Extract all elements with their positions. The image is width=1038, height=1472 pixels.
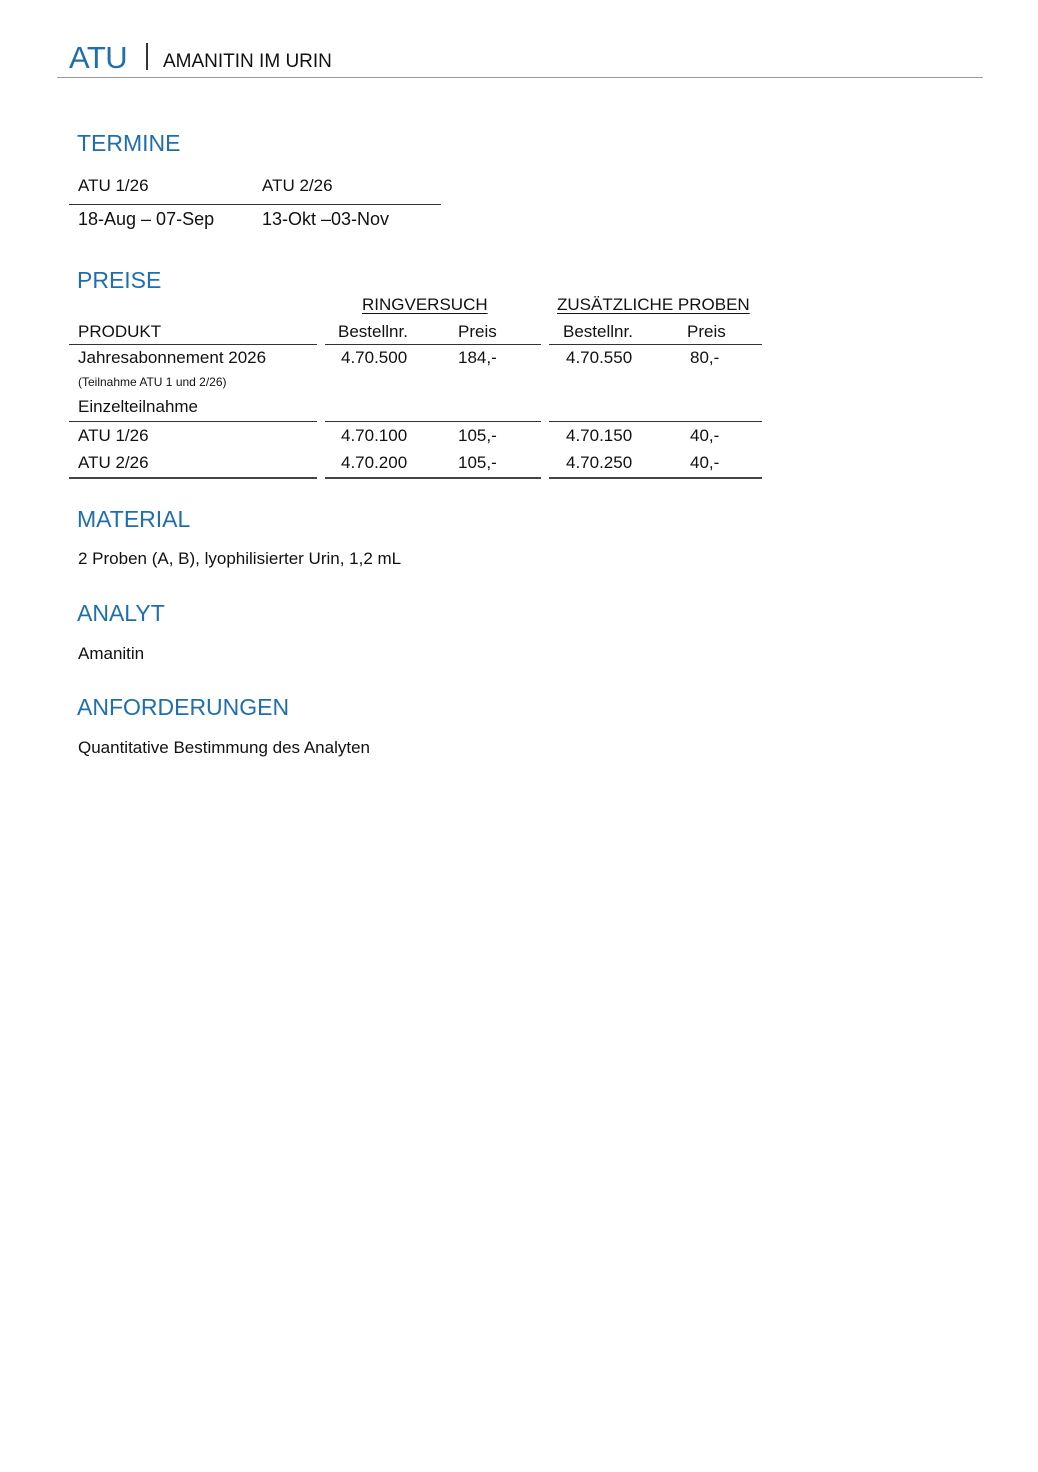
preise-header-rule-3 xyxy=(549,344,762,345)
preise-col-produkt: PRODUKT xyxy=(78,322,162,341)
material-text: 2 Proben (A, B), lyophilisierter Urin, 1,2 mL xyxy=(78,549,402,568)
preise-header-rule-1 xyxy=(69,344,317,345)
preise-abo-ring-preis: 184,- xyxy=(458,348,497,367)
preise-row1-ring-preis: 105,- xyxy=(458,426,497,445)
header-divider xyxy=(146,43,148,70)
preise-row2-zus-nr: 4.70.250 xyxy=(566,453,633,472)
termine-col1-dates: 18-Aug – 07-Sep xyxy=(78,209,215,229)
preise-group-ringversuch: RINGVERSUCH xyxy=(362,295,488,314)
termine-col2-label: ATU 2/26 xyxy=(262,176,333,195)
preise-row2-ring-preis: 105,- xyxy=(458,453,497,472)
preise-mid-rule-3 xyxy=(549,421,762,422)
termine-col2-dates: 13-Okt –03-Nov xyxy=(262,209,390,229)
analyt-text: Amanitin xyxy=(78,644,145,663)
header-title: AMANITIN IM URIN xyxy=(163,51,332,72)
preise-group-zusatz: ZUSÄTZLICHE PROBEN xyxy=(557,295,750,314)
preise-abo-zus-nr: 4.70.550 xyxy=(566,348,633,367)
preise-heading: PREISE xyxy=(77,267,162,293)
header-rule xyxy=(57,77,983,78)
preise-col-ring-preis: Preis xyxy=(458,322,497,341)
preise-bottom-rule-3 xyxy=(549,477,762,479)
preise-abo-name: Jahresabonnement 2026 xyxy=(78,348,267,367)
termine-rule xyxy=(69,204,441,205)
preise-col-ring-bestellnr: Bestellnr. xyxy=(338,322,408,341)
preise-col-zus-preis: Preis xyxy=(687,322,726,341)
preise-abo-note: (Teilnahme ATU 1 und 2/26) xyxy=(78,375,227,389)
preise-abo-zus-preis: 80,- xyxy=(690,348,720,367)
header-code: ATU xyxy=(69,40,128,75)
preise-row1-name: ATU 1/26 xyxy=(78,426,149,445)
preise-abo-ring-nr: 4.70.500 xyxy=(341,348,408,367)
preise-bottom-rule-1 xyxy=(69,477,317,479)
preise-row1-zus-preis: 40,- xyxy=(690,426,720,445)
preise-row2-name: ATU 2/26 xyxy=(78,453,149,472)
preise-col-zus-bestellnr: Bestellnr. xyxy=(563,322,633,341)
analyt-heading: ANALYT xyxy=(77,600,165,626)
preise-row1-zus-nr: 4.70.150 xyxy=(566,426,633,445)
preise-row2-ring-nr: 4.70.200 xyxy=(341,453,408,472)
anforderungen-text: Quantitative Bestimmung des Analyten xyxy=(78,738,370,757)
anforderungen-heading: ANFORDERUNGEN xyxy=(77,694,290,720)
preise-mid-rule-1 xyxy=(69,421,317,422)
preise-header-rule-2 xyxy=(325,344,541,345)
preise-einzel-label: Einzelteilnahme xyxy=(78,397,199,416)
preise-row1-ring-nr: 4.70.100 xyxy=(341,426,408,445)
preise-bottom-rule-2 xyxy=(325,477,541,479)
material-heading: MATERIAL xyxy=(77,506,191,532)
termine-heading: TERMINE xyxy=(77,130,181,156)
preise-row2-zus-preis: 40,- xyxy=(690,453,720,472)
preise-mid-rule-2 xyxy=(325,421,541,422)
termine-col1-label: ATU 1/26 xyxy=(78,176,149,195)
